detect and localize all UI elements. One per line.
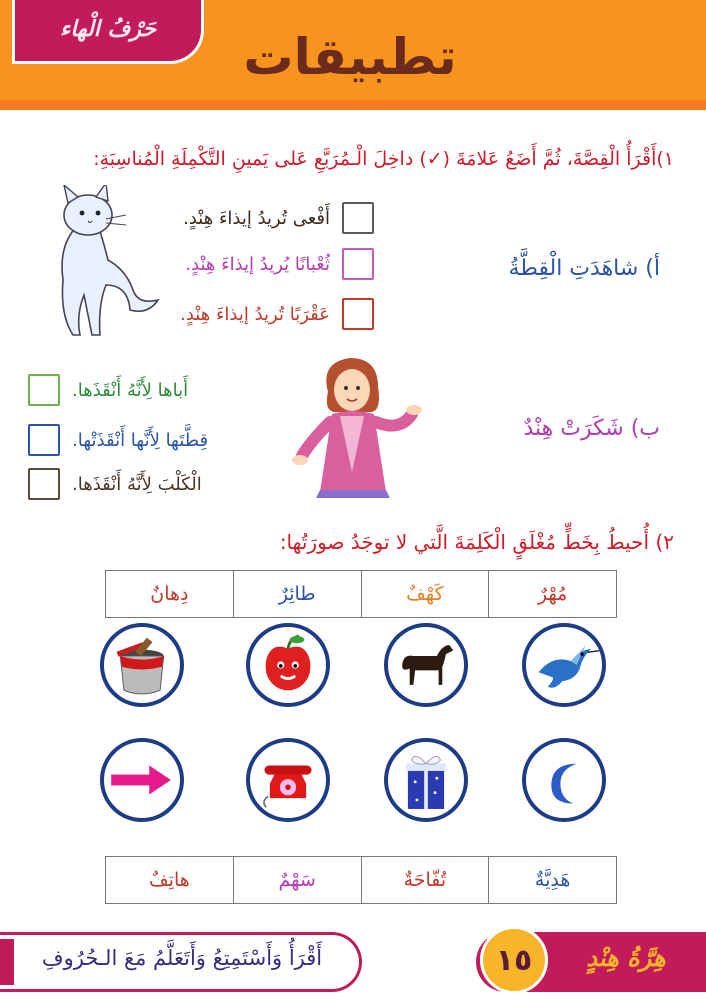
book-name: هِرَّةُ هِنْدٍ [586,944,666,972]
bottom-word-table [105,856,617,904]
part-a-label: أ) شاهَدَتِ الْقِطَّةُ [508,256,660,281]
option-b1-text: أَباها لِأَنَّهُ أَنْقَذَها. [72,379,189,401]
option-a3-text: عَقْرَبًا تُريدُ إيذاءَ هِنْدٍ. [180,303,330,325]
option-a3 [180,298,374,330]
word-cell[interactable]: كَهْفٌ [361,571,489,617]
checkbox-a1[interactable] [342,202,374,234]
checkbox-a2[interactable] [342,248,374,280]
question2-instruction: ٢) أُحيطُ بِخَطٍّ مُغْلَقٍ الْكَلِمَةَ الَّتي لا توجَدُ صورَتُها: [279,530,674,554]
gift-box-icon [384,738,468,822]
apple-icon [246,623,330,707]
page-number: ١٥ [480,926,548,994]
bird-icon [522,623,606,707]
option-a2 [185,248,374,280]
footer-slogan: أَقْرَأُ وَأَسْتَمِتِعُ وَأَتَعَلَّمُ مَعَ الـحُرُوفِ [41,946,323,970]
word-cell[interactable]: تُفّاحَةٌ [361,857,489,903]
cat-illustration [18,185,168,350]
option-a2-text: ثُعْبانًا يُريدُ إيذاءَ هِنْدٍ. [185,253,330,275]
paint-bucket-icon [100,623,184,707]
crescent-moon-icon [522,738,606,822]
checkbox-b1[interactable] [28,374,60,406]
part-b-label: ب) شَكَرَتْ هِنْدٌ [523,416,660,441]
option-a1-text: أَفْعى تُريدُ إيذاءَ هِنْدٍ. [183,207,330,229]
checkbox-b2[interactable] [28,424,60,456]
option-b3-text: الْكَلْبَ لِأَنَّهُ أَنْقَذَها. [72,473,202,495]
option-b1 [28,374,188,406]
checkbox-b3[interactable] [28,468,60,500]
word-cell[interactable]: دِهانٌ [150,583,189,605]
option-b2-text: قِطَّتَها لِأَنَّها أَنْقَذَتْها. [72,429,209,451]
word-cell[interactable]: هَدِيَّةٌ [488,857,616,903]
word-cell[interactable]: مُهْرٌ [488,571,616,617]
word-cell[interactable]: طائِرٌ [233,571,361,617]
girl-illustration [290,352,430,502]
word-cell[interactable]: سَهْمٌ [233,857,361,903]
letter-tab: حَرْفُ الْهاء [12,0,204,64]
word-cell[interactable]: هاتِفٌ [149,869,190,891]
horse-icon [384,623,468,707]
arrow-icon [100,738,184,822]
option-b2 [28,424,208,456]
question1-instruction: ١)أَقْرَأُ الْقِصَّةَ، ثُمَّ أَضَعُ عَلامَةَ (✓) داخِلَ الْـمُرَبَّعِ عَلى يَمينِ التَّكْمِلَةِ الْمُناسِبَةِ: [93,148,674,170]
top-word-table [105,570,617,618]
page-title: تطبيقات [243,28,457,86]
telephone-icon [246,738,330,822]
option-b3 [28,468,202,500]
checkbox-a3[interactable] [342,298,374,330]
option-a1 [183,202,374,234]
